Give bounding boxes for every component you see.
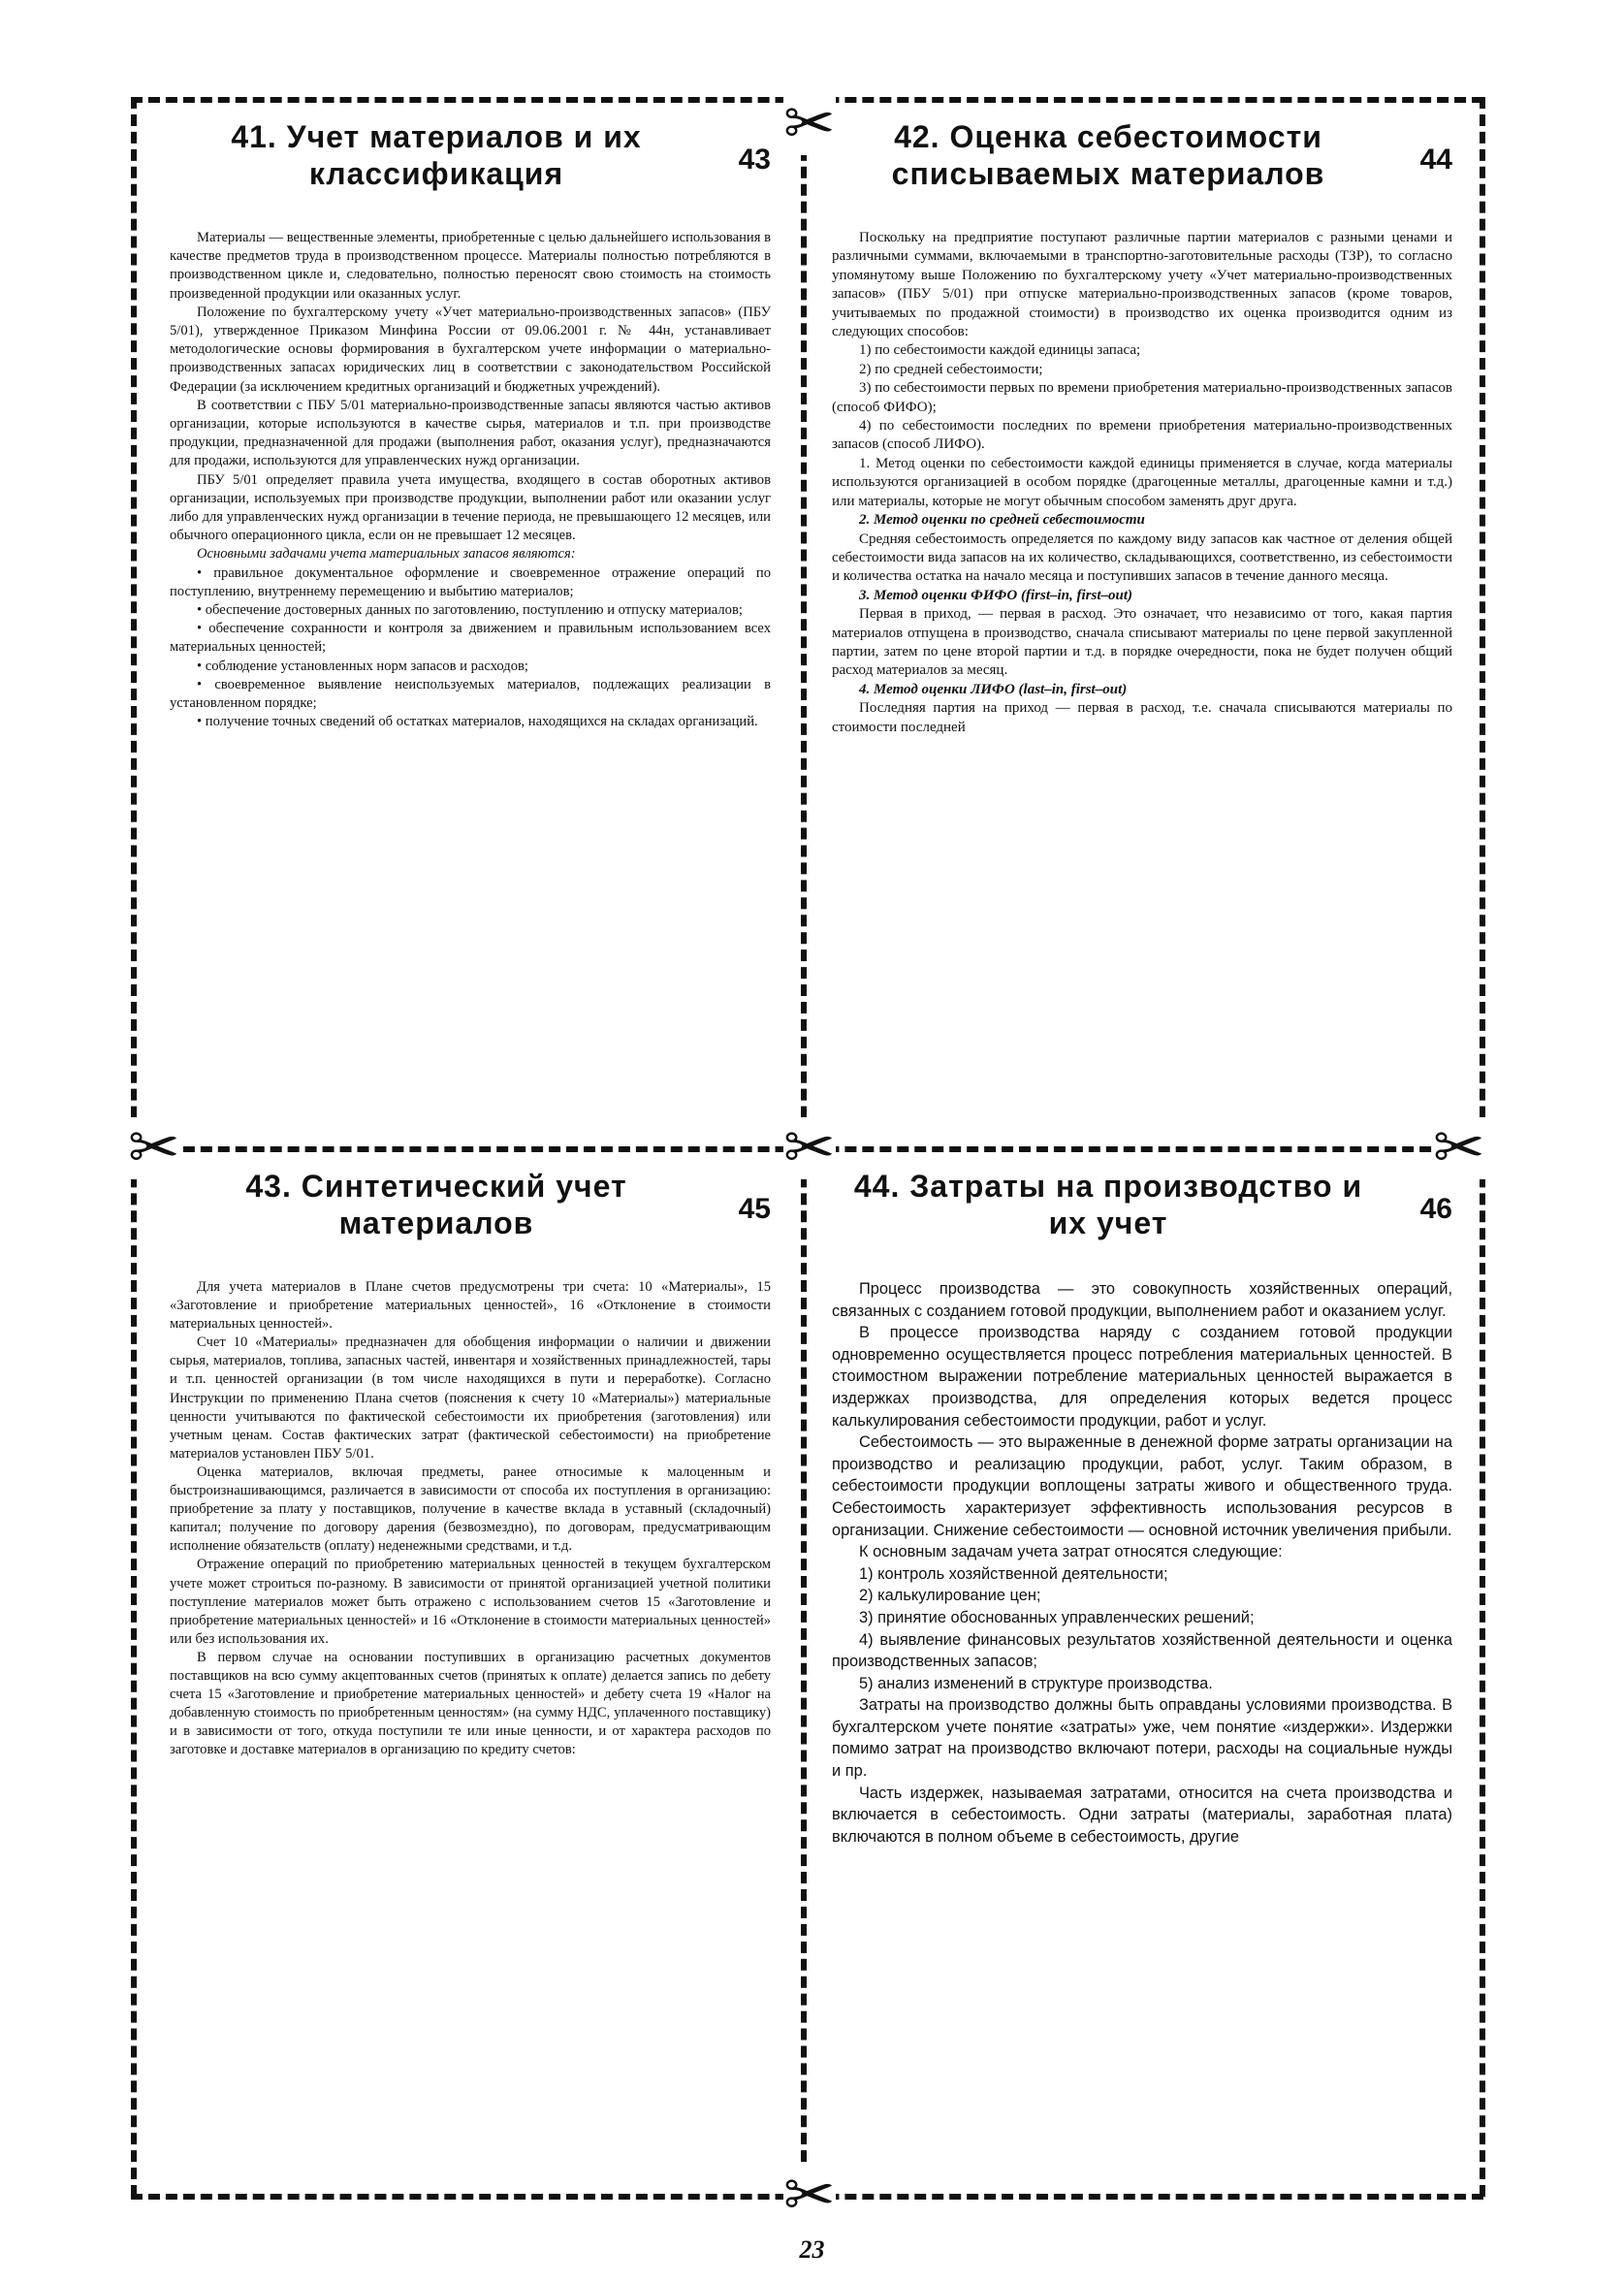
list-item: 5) анализ изменений в структуре производства. xyxy=(859,1674,1213,1692)
list-item: 2) по средней себестоимости; xyxy=(859,361,1043,377)
card-body xyxy=(170,229,771,731)
paragraph: Себестоимость — это выраженные в денежной форме затраты организации на производство и реализацию продукции, работ, услуг. Таким образом, в себестоимости продукции воплощены затраты живого и общественного труда. Себестоимость характеризует эффективность использования ресурсов в организации. Снижение себестоимости — основной источник увеличения прибыли. xyxy=(832,1433,1452,1539)
card-body xyxy=(170,1278,771,1759)
scissors-icon: ✂ xyxy=(783,88,836,160)
paragraph: Для учета материалов в Плане счетов предусмотрены три счета: 10 «Материалы», 15 «Заготовление и приобретение материальных ценностей», 16 «Отклонение в стоимости материальных ценностей». xyxy=(170,1279,771,1333)
card-body xyxy=(832,229,1452,737)
scissors-icon: ✂ xyxy=(1433,1112,1485,1184)
card-43 xyxy=(170,1164,771,2182)
paragraph: Основными задачами учета материальных запасов являются: xyxy=(197,546,576,563)
card-header xyxy=(832,114,1452,229)
card-41 xyxy=(170,114,771,1123)
method-heading: 2. Метод оценки по средней себестоимости xyxy=(859,512,1145,529)
paragraph: К основным задачам учета затрат относятся следующие: xyxy=(859,1543,1283,1561)
card-42 xyxy=(832,114,1452,1123)
method-heading: 3. Метод оценки ФИФО (first–in, first–out) xyxy=(859,587,1133,603)
list-item: 4) по себестоимости последних по времени приобретения материально-производственных запасов (способ ЛИФО). xyxy=(832,418,1452,453)
paragraph: Часть издержек, называемая затратами, относится на счета производства и включается в себестоимость. Одни затраты (материалы, заработная плата) включаются в полном объеме в себестоимость, другие xyxy=(832,1784,1452,1846)
list-item: • своевременное выявление неиспользуемых материалов, подлежащих реализации в установленном порядке; xyxy=(170,676,771,712)
list-item: • обеспечение достоверных данных по заготовлению, поступлению и отпуску материалов; xyxy=(197,602,743,619)
paragraph: Отражение операций по приобретению материальных ценностей в текущем бухгалтерском учете может строиться по-разному. В зависимости от принятой организацией учетной политики поступление материалов может быть отражено с использованием счетов 15 «Заготовление и приобретение материальных ценностей» и 16 «Отклонение в стоимости материальных ценностей» или без использования их. xyxy=(170,1557,771,1647)
paragraph: В соответствии с ПБУ 5/01 материально-производственные запасы являются частью активов организации, которые используются в качестве сырья, материалов и т.п. при производстве продукции, предназначенной для продажи (выполнения работ, оказания услуг), предназначаются для продажи, используются для управленческих нужд организации. xyxy=(170,397,771,469)
scissors-icon: ✂ xyxy=(783,1112,836,1184)
paragraph: Последняя партия на приход — первая в расход, т.е. сначала списываются материалы по стоимости последней xyxy=(832,700,1452,735)
paragraph: Средняя себестоимость определяется по каждому виду запасов как частное от деления общей себестоимости вида запасов на их количество, складывающихся, соответственно, из себестоимости и количества остатка на начало месяца и поступивших запасов в течение данного месяца. xyxy=(832,531,1452,585)
paragraph: Положение по бухгалтерскому учету «Учет материально-производственных запасов» (ПБУ 5/01), утвержденное Приказом Минфина России от 09.06.2001 г. № 44н, устанавливает методологические основы формирования в бухгалтерском учете информации о материально-производственных запасах юридических лиц в соответствии с законодательством Российской Федерации (за исключением кредитных организаций и бюджетных учреждений). xyxy=(170,304,771,395)
list-item: 1) контроль хозяйственной деятельности; xyxy=(859,1564,1168,1583)
paragraph: Счет 10 «Материалы» предназначен для обобщения информации о наличии и движении сырья, материалов, топлива, запасных частей, инвентаря и хозяйственных принадлежностей, тары и т.п. ценностей организации (в том числе находящихся в пути и переработке). Согласно Инструкции по применению Плана счетов (пояснения к счету 10 «Материалы») материальные ценности учитываются по фактической себестоимости их приобретения (заготовления) или учетным ценам. Состав фактических затрат (фактической себестоимости) на приобретение материалов установлен ПБУ 5/01. xyxy=(170,1334,771,1462)
list-item: 2) калькулирование цен; xyxy=(859,1587,1041,1605)
scissors-icon: ✂ xyxy=(128,1112,180,1184)
paragraph: Оценка материалов, включая предметы, ранее относимые к малоценным и быстроизнашивающимся, различается в зависимости от способа их поступления в организацию: приобретение за плату у поставщиков, получение в качестве вклада в уставный (складочный) капитал; получение по договору дарения (безвозмездно), по договорам, предусматривающим исполнение обязательств (оплату) неденежными средствами, и т.д. xyxy=(170,1463,771,1555)
card-44 xyxy=(832,1164,1452,2182)
list-item: 3) принятие обоснованных управленческих решений; xyxy=(859,1608,1255,1626)
card-number: 46 xyxy=(1419,1193,1452,1225)
paragraph: В процессе производства наряду с созданием готовой продукции одновременно осуществляется процесс потребления материальных ценностей. В стоимостном выражении потребление материальных ценностей выражается в издержках производства, для определения которых ведется процесс калькулирования себестоимости продукции, работ и услуг. xyxy=(832,1324,1452,1430)
card-title: 42. Оценка себестоимости списываемых материалов xyxy=(891,119,1325,191)
card-title: 44. Затраты на производство и их учет xyxy=(853,1169,1363,1240)
card-number: 44 xyxy=(1419,144,1452,176)
list-item: • обеспечение сохранности и контроля за движением и правильным использованием всех материальных ценностей; xyxy=(170,621,771,656)
list-item: • получение точных сведений об остатках материалов, находящихся на складах организаций. xyxy=(197,714,758,730)
paragraph: ПБУ 5/01 определяет правила учета имущества, входящего в состав оборотных активов организации, используемых при производстве продукции, выполнении работ или оказании услуг либо для управленческих нужд организации в течение периода, не превышающего 12 месяцев, или обычного операционного цикла, если он не превышает 12 месяцев. xyxy=(170,471,771,544)
paragraph: Первая в приход, — первая в расход. Это означает, что независимо от того, какая партия материалов отпущена в производство, сначала списывают материалы по цене первой закупленной партии, затем по цене второй партии и т.д. в порядке очередности, пока не будет получен общий расход материалов за месяц. xyxy=(832,606,1452,679)
card-header xyxy=(832,1164,1452,1278)
paragraph: Процесс производства — это совокупность хозяйственных операций, связанных с созданием готовой продукции, выполнением работ и оказанием услуг. xyxy=(832,1280,1452,1320)
card-title: 41. Учет материалов и их классификация xyxy=(231,119,642,191)
paragraph: Затраты на производство должны быть оправданы условиями производства. В бухгалтерском учете понятие «затраты» уже, чем понятие «издержки». Издержки помимо затрат на производство включают потери, расходы на социальные нужды и пр. xyxy=(832,1696,1452,1781)
card-number: 43 xyxy=(738,144,771,176)
paragraph: Поскольку на предприятие поступают различные партии материалов с разными ценами и различными суммами, включаемыми в транспортно-заготовительные расходы (ТЗР), то согласно упомянутому выше Положению по бухгалтерскому учету «Учет материально-производственных запасов» (ПБУ 5/01) при отпуске материально-производственных запасов (кроме товаров, учитываемых по продажной стоимости) в производство их оценка производится одним из следующих способов: xyxy=(832,230,1452,340)
page-number: 23 xyxy=(799,2235,825,2264)
card-title: 43. Синтетический учет материалов xyxy=(245,1169,627,1240)
card-body xyxy=(832,1278,1452,1848)
card-header xyxy=(170,114,771,229)
list-item: 3) по себестоимости первых по времени приобретения материально-производственных запасов (способ ФИФО); xyxy=(832,380,1452,415)
card-header xyxy=(170,1164,771,1278)
list-item: • соблюдение установленных норм запасов и расходов; xyxy=(197,658,528,674)
card-number: 45 xyxy=(738,1193,771,1225)
list-item: 1) по себестоимости каждой единицы запаса; xyxy=(859,342,1141,359)
scissors-icon: ✂ xyxy=(783,2160,836,2232)
paragraph: Материалы — вещественные элементы, приобретенные с целью дальнейшего использования в качестве предметов труда в производственном процессе. Материалы полностью потребляются в производственном цикле и, следовательно, полностью переносят свою стоимость на стоимость произведенной продукции или оказанных услуг. xyxy=(170,230,771,302)
list-item: • правильное документальное оформление и своевременное отражение операций по поступлению, внутреннему перемещению и выбытию материалов; xyxy=(170,564,771,599)
list-item: 4) выявление финансовых результатов хозяйственной деятельности и оценка производственных запасов; xyxy=(832,1630,1452,1671)
paragraph: В первом случае на основании поступивших в организацию расчетных документов поставщиков на всю сумму акцептованных счетов (принятых к оплате) делается запись по дебету счета 15 «Заготовление и приобретение материальных ценностей» и дебету счета 19 «Налог на добавленную стоимость по приобретенным ценностям» (на сумму НДС, уплаченного поставщику) и в зависимости от того, откуда поступили те или иные ценности, и от характера расходов по заготовке и доставке материалов в организацию по кредиту счетов: xyxy=(170,1649,771,1758)
method-heading: 4. Метод оценки ЛИФО (last–in, first–out) xyxy=(859,681,1128,697)
paragraph: 1. Метод оценки по себестоимости каждой единицы применяется в случае, когда материалы используются организацией в особом порядке (драгоценные металлы, драгоценные камни и т.д.) или материалы, которые не могут обычным способом заменять друг друга. xyxy=(832,455,1452,509)
